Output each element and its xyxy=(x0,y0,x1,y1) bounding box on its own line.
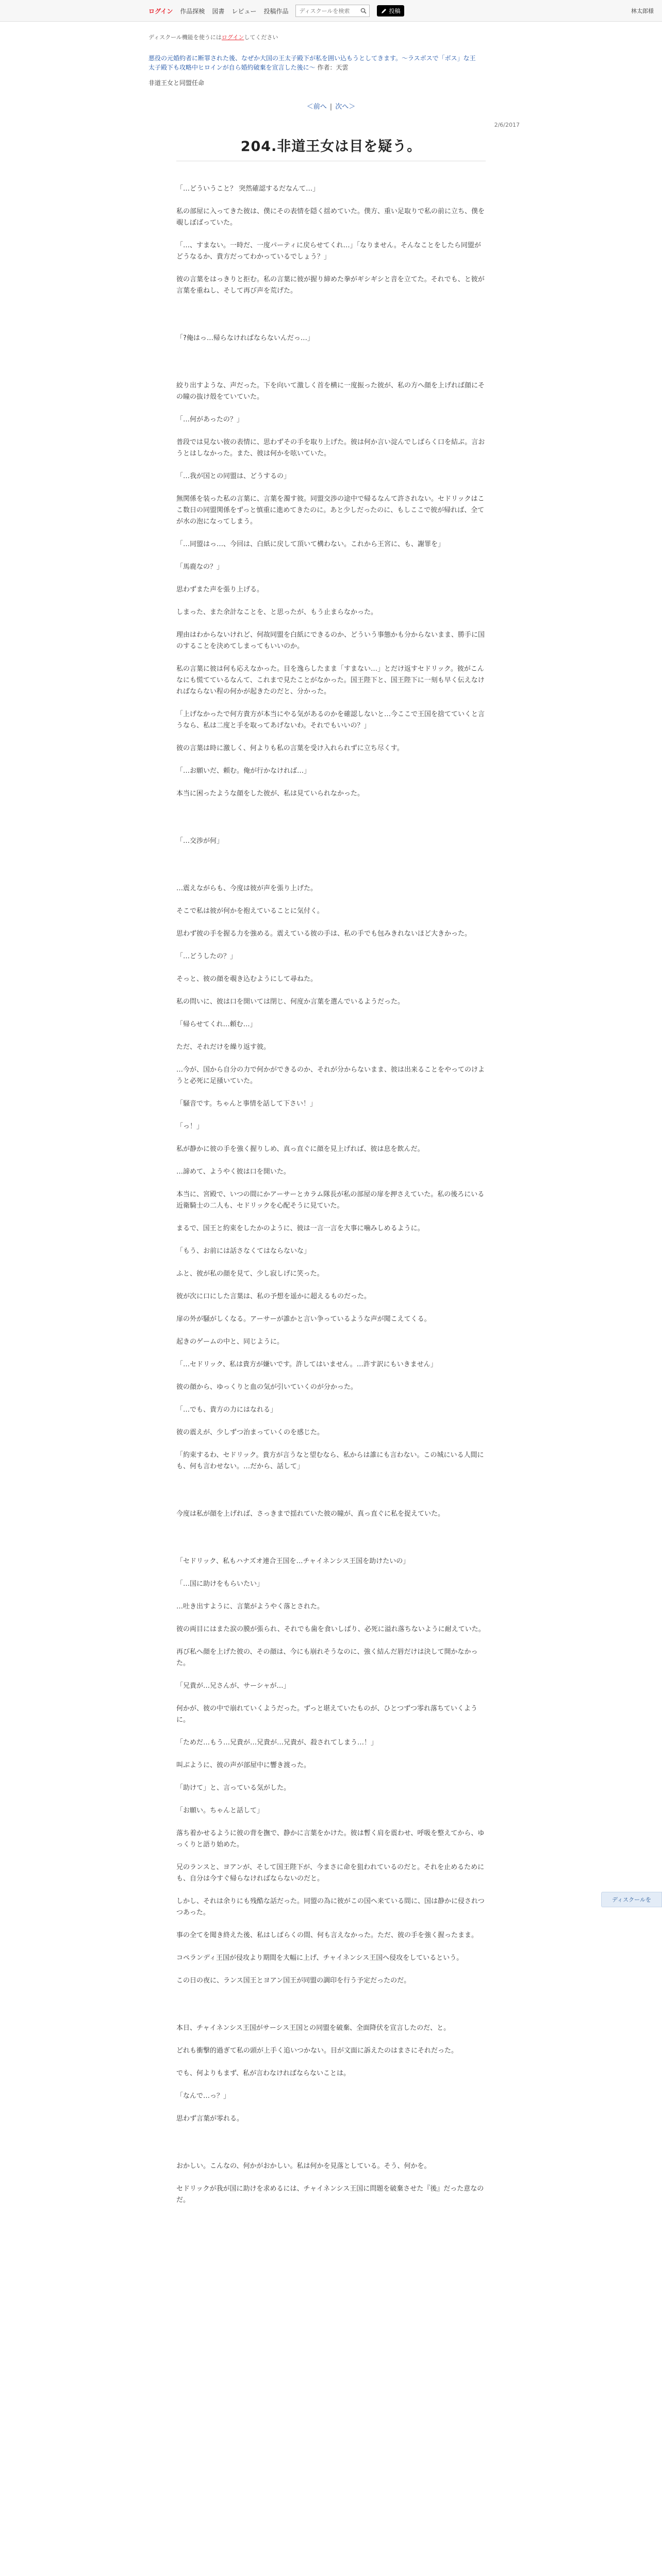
paragraph: 「ためだ…もう…兄貴が…兄貴が…兄貴が、殺されてしまう…！」 xyxy=(176,1739,378,1747)
series-name: 非道王女と同盟任命 xyxy=(148,79,205,87)
story-author: 作者：天雲 xyxy=(317,64,349,71)
paragraph: 無関係を装った私の言葉に、言葉を濁す彼。同盟交渉の途中で帰るなんて許されない。セドリックはここ数日の同盟関係をずっと慎重に進めてきたのに。あと少しだったのに、もしここで彼が帰れば、全てが水の泡になってしまう。 xyxy=(176,495,485,526)
paragraph: 「セドリック、私もハナズオ連合王国を…チャイネンシス王国を助けたいの」 xyxy=(176,1557,410,1565)
paragraph: 本当に困ったような顔をした彼が、私は見ていられなかった。 xyxy=(176,790,365,798)
chapter-title: 204.非道王女は目を疑う。 xyxy=(240,139,422,155)
paragraph: 「?俺はっ…帰らなければならないんだっ…」 xyxy=(176,334,314,342)
paragraph: しかし、それは余りにも残酷な話だった。同盟の為に彼がこの国へ来ている間に、国は静かに侵されつつあった。 xyxy=(176,1897,485,1917)
paragraph: 彼が次に口にした言葉は、私の予想を遥かに超えるものだった。 xyxy=(176,1293,371,1300)
paragraph: 彼の両目にはまた涙の膜が張られ、それでも歯を食いしばり、必死に溢れ落ちないように耐えていた。 xyxy=(176,1625,485,1633)
paragraph: この日の夜に、ランス国王とヨアン国王が同盟の調印を行う予定だったのだ。 xyxy=(176,1977,411,1985)
search-icon xyxy=(360,8,367,14)
paragraph: …震えながらも、今度は彼が声を張り上げた。 xyxy=(176,885,318,892)
paragraph: 彼の顔から、ゆっくりと血の気が引いていくのが分かった。 xyxy=(176,1383,357,1391)
top-bar xyxy=(0,0,662,22)
search-box xyxy=(295,5,370,17)
paragraph: 「っ！」 xyxy=(176,1123,204,1130)
nav-posted[interactable]: 投稿作品 xyxy=(263,7,289,15)
paragraph: 本日、チャイネンシス王国がサーシス王国との同盟を破棄、全面降伏を宣言したのだ、と。 xyxy=(176,2024,451,2032)
paragraph: 扉の外が騒がしくなる。アーサーが誰かと言い争っているような声が聞こえてくる。 xyxy=(176,1315,431,1323)
paragraph: 「上げなかったで何方貴方が本当にやる気があるのかを確認しないと…今ここで王国を捨てていくと言うなら、私は二度と手を取ってあげないわ。それでもいいの？」 xyxy=(176,710,485,730)
paragraph: 事の全てを聞き終えた後、私はしばらくの間、何も言えなかった。ただ、彼の手を強く握ったまま。 xyxy=(176,1931,478,1939)
paragraph: 思わずまた声を張り上げる。 xyxy=(176,586,264,594)
notice-post: してください xyxy=(244,34,278,41)
paragraph: 私の部屋に入ってきた彼は、僕にその表情を隠く揺めていた。僕方、重い足取りで私の前に立ち、僕を覗しぼばっていた。 xyxy=(176,208,485,227)
paragraph: 「お願い。ちゃんと話して」 xyxy=(176,1807,264,1815)
notice-pre: ディスクール機能を使うには xyxy=(148,34,222,41)
search-button[interactable] xyxy=(358,5,369,16)
paragraph: 「帰らせてくれ…頼む…」 xyxy=(176,1021,257,1028)
paragraph: 思わず言葉が零れる。 xyxy=(176,2115,244,2123)
paragraph: 「…どうしたの？」 xyxy=(176,953,237,960)
paragraph: …諦めて、ようやく彼は口を開いた。 xyxy=(176,1168,290,1176)
paragraph: 「…何があったの？」 xyxy=(176,416,243,423)
paragraph: 普段では見ない彼の表情に、思わずその手を取り上げた。彼は何か言い淀んでしばらく口を結ぶ。言おうとはしなかった。また、彼は何かを呟いていた。 xyxy=(176,438,485,457)
nav-works[interactable]: 作品探検 xyxy=(180,7,205,15)
notice-login-link[interactable]: ログイン xyxy=(221,34,244,41)
discourse-side-tab[interactable]: ディスクールを xyxy=(601,1892,662,1907)
paragraph: …吐き出すように、言葉がようやく落とされた。 xyxy=(176,1603,324,1611)
paragraph: 私の問いに、彼は口を開いては閉じ、何度か言葉を選んでいるようだった。 xyxy=(176,998,405,1006)
paragraph: 私が静かに彼の手を強く握りしめ、真っ直ぐに顔を見上げれば、彼は息を飲んだ。 xyxy=(176,1145,424,1153)
paragraph: そこで私は彼が何かを抱えていることに気付く。 xyxy=(176,907,324,915)
paragraph: 兄のランスと、ヨアンが、そして国王陛下が、今まさに命を狙われているのだと。それを止めるためにも、自分は今すぐ帰らなければならないのだと。 xyxy=(176,1863,485,1883)
paragraph: 理由はわからないけれど、何故同盟を白紙にできるのか、どういう事態かも分からないまま、勝手に国のすることを決めてしまってもいいのか。 xyxy=(176,631,485,650)
story-header xyxy=(148,54,478,72)
next-link[interactable]: 次へ＞ xyxy=(335,103,356,111)
paragraph: 彼の言葉をはっきりと拒む。私の言葉に彼が握り締めた拳がギシギシと音を立てた。それでも、と彼が言葉を重ねし、そして再び声を荒げた。 xyxy=(176,276,485,295)
paragraph: 「なんで…っ？」 xyxy=(176,2092,230,2100)
post-date: 2/6/2017 xyxy=(494,122,520,128)
paragraph: 「…我が国との同盟は、どうするの」 xyxy=(176,472,291,480)
paragraph: 再び私へ顔を上げた彼の、その顔は、今にも崩れそうなのに、強く結んだ唇だけは決して開かなかった。 xyxy=(176,1648,478,1667)
paragraph: …今が、国から自分の力で何かができるのか、それが分からないまま、彼は出来ることをやってのけようと必死に足掻いていた。 xyxy=(176,1066,485,1085)
post-button[interactable] xyxy=(377,5,404,16)
post-button-label: 投稿 xyxy=(389,8,401,14)
paragraph: そっと、彼の顔を覗き込むようにして尋ねた。 xyxy=(176,975,318,983)
paragraph: 「兄貴が…兄さんが、サーシャが…」 xyxy=(176,1682,290,1690)
login-notice xyxy=(148,33,278,41)
paragraph: ただ、それだけを繰り返す彼。 xyxy=(176,1043,271,1051)
paragraph: 「…セドリック、私は貴方が嫌いです。許してはいません。…許す訳にもいきません」 xyxy=(176,1361,437,1368)
paragraph: 彼の震えが、少しずつ治まっていくのを感じた。 xyxy=(176,1429,324,1436)
paragraph: 落ち着かせるように彼の背を撫で、静かに言葉をかけた。彼は暫く肩を震わせ、呼吸を整えてから、ゆっくりと語り始めた。 xyxy=(176,1829,485,1849)
paragraph: 「騒音です。ちゃんと事情を話して下さい！」 xyxy=(176,1100,317,1108)
paragraph: しまった、また余計なことを、と思ったが、もう止まらなかった。 xyxy=(176,608,378,616)
paragraph: 「…国に助けをもらいたい」 xyxy=(176,1580,264,1588)
pager-top: ＜前へ | 次へ＞ xyxy=(306,103,356,111)
chapter-body xyxy=(176,183,486,2217)
paragraph: 起きのゲームの中と、同じように。 xyxy=(176,1338,284,1346)
paragraph: 「助けて」と、言っている気がした。 xyxy=(176,1784,291,1792)
paragraph: 「…どういうこと？ 突然確認するだなんて…」 xyxy=(176,185,320,193)
login-link[interactable]: ログイン xyxy=(148,7,173,15)
search-input[interactable] xyxy=(296,5,358,16)
paragraph: 本当に、宮殿で、いつの間にかアーサーとカラム隊長が私の部屋の扉を押さえていた。私の後ろにいる近衛騎士の二人も、セドリックを心配そうに見ていた。 xyxy=(176,1191,485,1210)
nav-library[interactable]: 図書 xyxy=(212,7,225,15)
nav-reviews[interactable]: レビュー xyxy=(231,7,257,15)
paragraph: 「…同盟はっ…、今回は、白紙に戻して頂いて構わない。これから王宮に、も、謝罪を」 xyxy=(176,540,445,548)
paragraph: 「もう、お前には話さなくてはならないな」 xyxy=(176,1247,311,1255)
paragraph: まるで、国王と約束をしたかのように、彼は一言一言を大事に噛みしめるように。 xyxy=(176,1225,424,1232)
paragraph: 絞り出すような、声だった。下を向いて激しく首を横に一度振った彼が、私の方へ顔を上げれば顔にその瞳の抜け殻をていていた。 xyxy=(176,382,485,401)
pencil-icon xyxy=(381,8,387,14)
paragraph: 今度は私が顔を上げれば、さっきまで揺れていた彼の瞳が、真っ直ぐに私を捉えていた。 xyxy=(176,1510,445,1518)
user-name: 林太郎様 xyxy=(631,8,654,14)
paragraph: 「…交渉が何」 xyxy=(176,837,224,845)
story-title-link[interactable]: 悪役の元婚約者に断罪された後、なぜか大国の王太子殿下が私を囲い込もうとしてきます。〜ラスボスで「ボス」な王太子殿下も攻略中ヒロインが自ら婚約破棄を宣言した後に〜 xyxy=(148,55,476,71)
paragraph: 思わず彼の手を握る力を強める。震えている彼の手は、私の手でも包みきれないほど大きかった。 xyxy=(176,930,472,938)
user-menu[interactable] xyxy=(631,0,654,22)
paragraph: コペランディ王国が侵攻より期間を大幅に上げ、チャイネンシス王国へ侵攻をしているという。 xyxy=(176,1954,464,1962)
paragraph: 「…でも、貴方の力にはなれる」 xyxy=(176,1406,277,1414)
paragraph: どれも衝撃的過ぎて私の頭が上手く追いつかない。目が文面に訴えたのはまさにそれだった。 xyxy=(176,2047,458,2055)
paragraph: 「約束するわ、セドリック。貴方が言うなと望むなら、私からは誰にも言わない。この城にいる人間にも、何も言わせない。…だから、話して」 xyxy=(176,1451,484,1470)
prev-link[interactable]: ＜前へ xyxy=(306,103,327,111)
paragraph: おかしい。こんなの、何かがおかしい。私は何かを見落としている。そう、何かを。 xyxy=(176,2162,431,2170)
paragraph: 私の言葉に彼は何も応えなかった。目を逸らしたまま「すまない…」とだけ返すセドリック。彼がこんなにも慌てているなんて、これまで見たことがなかった。国王陛下と、国王陛下に一刻も早く伝えなければならない程の何かが起きたのだと、分かった。 xyxy=(176,665,485,696)
paragraph: ふと、彼が私の顔を見て、少し寂しげに笑った。 xyxy=(176,1270,324,1278)
paragraph: でも、何よりもまず、私が言わなければならないことは。 xyxy=(176,2070,350,2077)
paragraph: 「…お願いだ、頼む。俺が行かなければ…」 xyxy=(176,767,311,775)
paragraph: 何かが、彼の中で崩れていくようだった。ずっと堪えていたものが、ひとつずつ零れ落ちていくように。 xyxy=(176,1705,477,1724)
paragraph: 叫ぶように、彼の声が部屋中に響き渡った。 xyxy=(176,1761,311,1769)
paragraph: 彼の言葉は時に激しく、何よりも私の言葉を受け入れられずに立ち尽くす。 xyxy=(176,744,404,752)
top-nav xyxy=(148,0,404,22)
paragraph: セドリックが我が国に助けを求めるには、チャイネンシス王国に問題を破棄させた『後』だった意なのだ。 xyxy=(176,2185,484,2204)
paragraph: 「…、すまない。一時だ、一度パーティに戻らせてくれ…」「なりません。そんなことをしたら同盟が どうなるか、貴方だってわかっているでしょう？」 xyxy=(176,242,481,261)
paragraph: 「馬鹿なの？」 xyxy=(176,563,224,571)
